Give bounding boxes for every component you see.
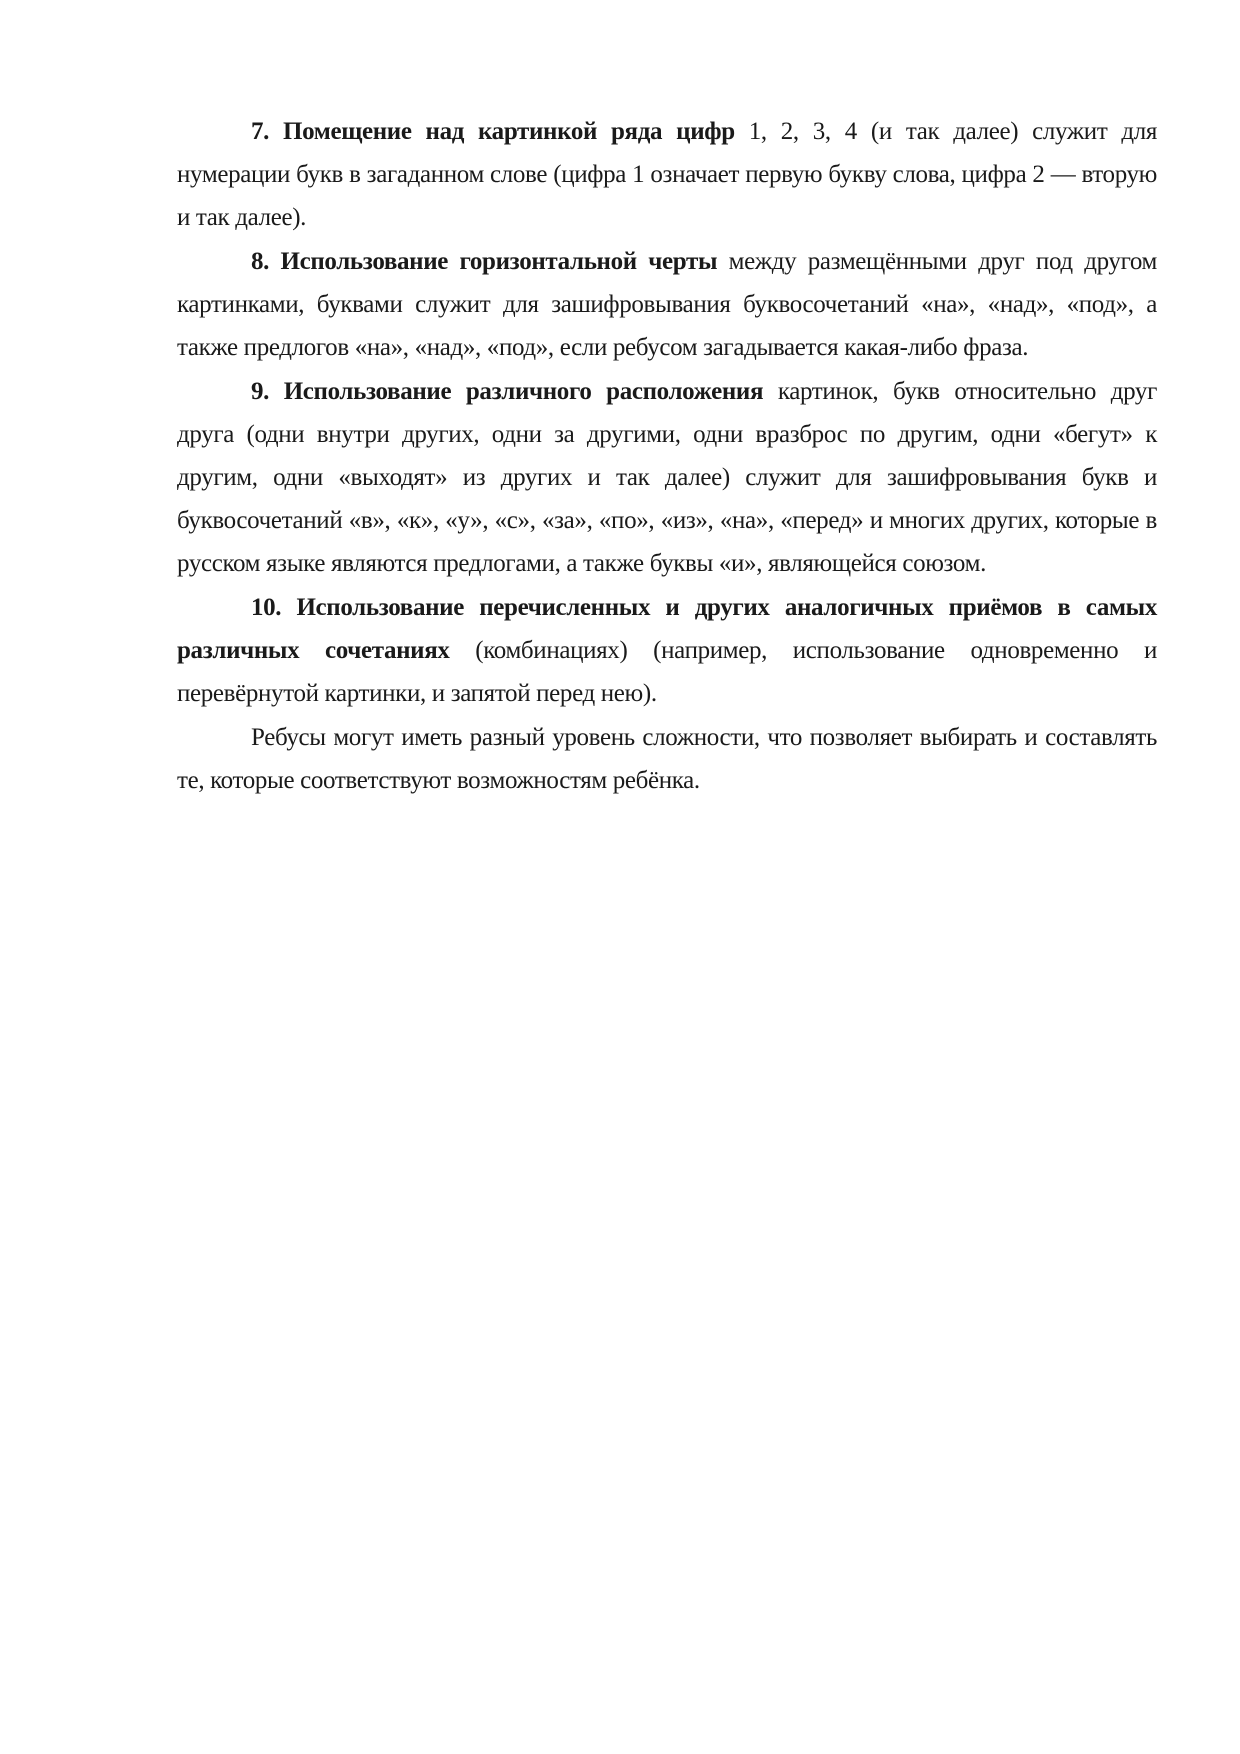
paragraph-item-9: [177, 370, 1157, 585]
paragraph-item-7: [177, 110, 1157, 239]
paragraph-item-8: [177, 240, 1157, 369]
document-page: [177, 110, 1157, 803]
paragraph-heading: 9. Использование различного расположения: [251, 378, 764, 405]
paragraph-heading: 8. Использование горизонтальной черты: [251, 248, 718, 275]
paragraph-body: 1, 2, 3, 4 (и так далее) служит для нумерации букв в загаданном слове (цифра 1 означает первую букву слова, цифра 2 — вторую и так далее).: [177, 118, 1158, 231]
paragraph-conclusion: [177, 716, 1157, 802]
paragraph-body: (комбинациях) (например, использование одновременно и перевёрнутой картинки, и запятой перед нею).: [177, 637, 1157, 707]
paragraph-body: между размещёнными друг под другом картинками, буквами служит для зашифровывания буквосочетаний «на», «над», «под», а также предлогов «на», «над», «под», если ребусом загадывается какая-либо фраза.: [177, 248, 1158, 361]
paragraph-heading: 10. Использование перечисленных и других аналогичных приёмов в самых различных сочетаниях: [177, 594, 1157, 664]
paragraph-body: картинок, букв относительно друг друга (одни внутри других, одни за другими, одни вразброс по другим, одни «бегут» к другим, одни «выходят» из других и так далее) служит для зашифровывания букв и буквосочетаний «в», «к», «у», «с», «за», «по», «из», «на», «перед» и многих других, которые в русском языке являются предлогами, а также буквы «и», являющейся союзом.: [177, 378, 1157, 577]
paragraph-item-10: [177, 586, 1157, 715]
paragraph-body: Ребусы могут иметь разный уровень сложности, что позволяет выбирать и составлять те, которые соответствуют возможностям ребёнка.: [177, 724, 1157, 794]
paragraph-heading: 7. Помещение над картинкой ряда цифр: [251, 118, 735, 145]
